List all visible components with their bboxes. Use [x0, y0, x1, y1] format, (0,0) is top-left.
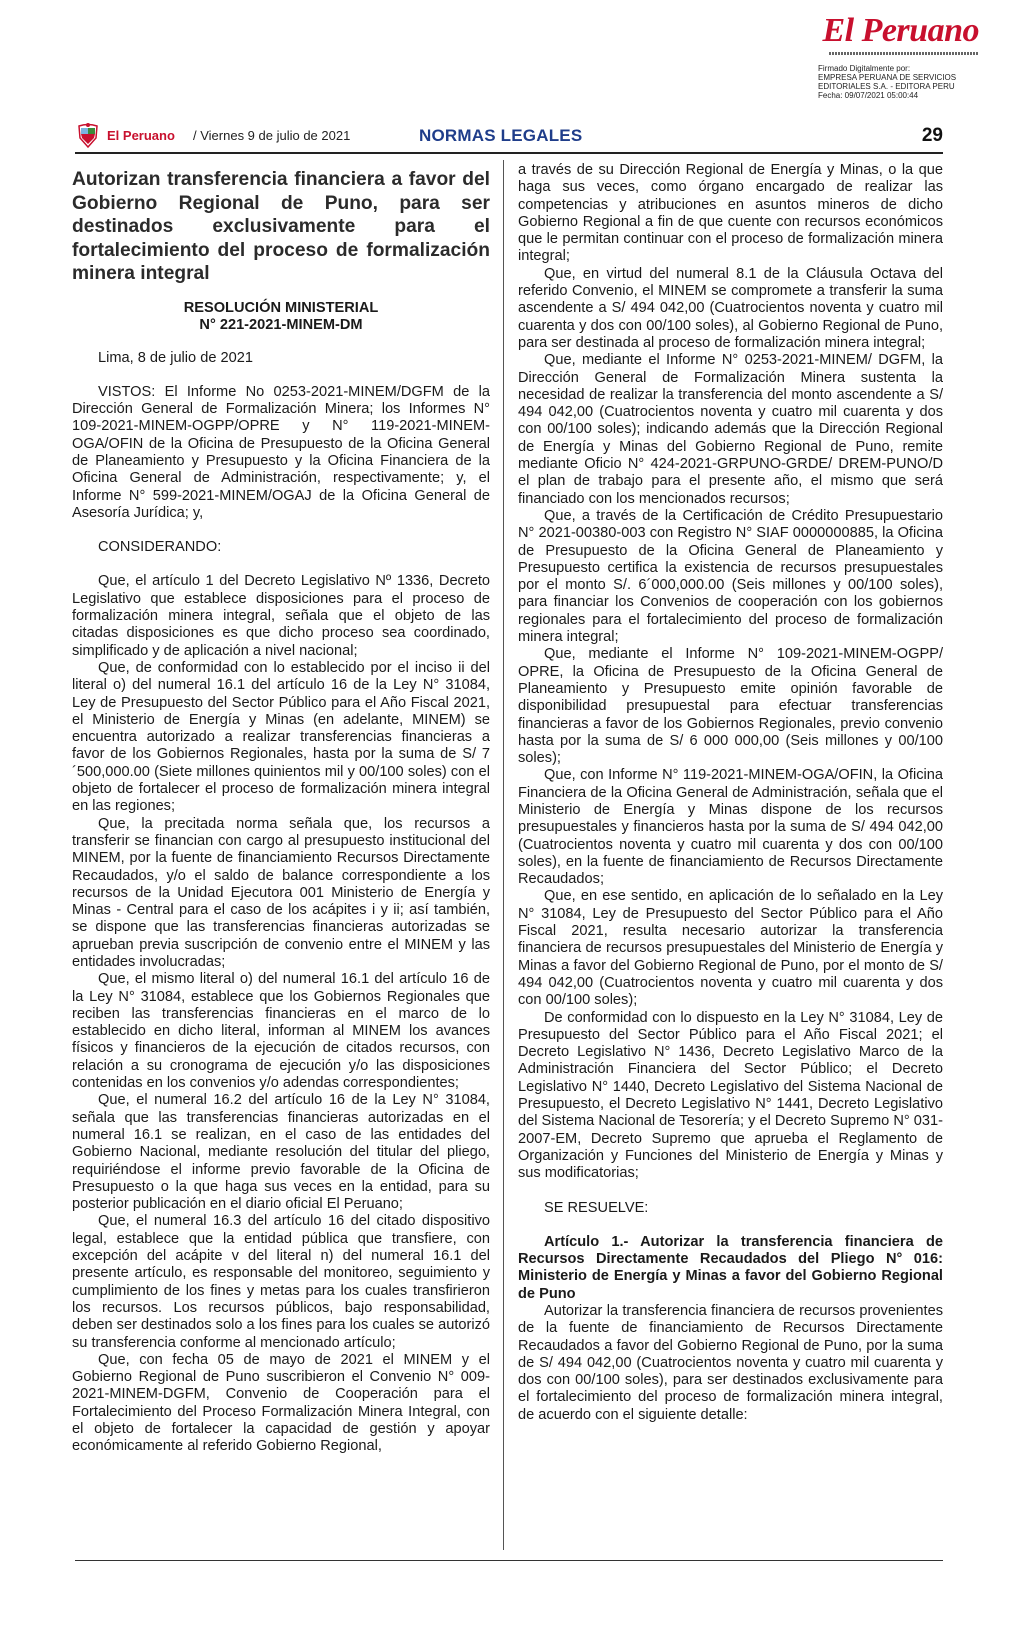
left-column: [72, 168, 490, 1456]
paragraph: Que, a través de la Certificación de Crédito Presupuestario N° 2021-00380-003 con Registro N° SIAF 0000000885, la Oficina de Presupuesto de la Oficina General de Planeamiento y Presupuesto certifica la existencia de recursos presupuestales por el monto S/. 6´000,000.00 (Seis millones y 00/100 soles), para financiar los Convenios de cooperación con los gobiernos regionales para el fortalecimiento del proceso de formalización minera integral;: [518, 507, 943, 646]
digital-signature: [818, 64, 988, 100]
paragraph: Que, el numeral 16.2 del artículo 16 de la Ley N° 31084, señala que las transferencias financieras autorizadas en el numeral 16.1 se realizan, en el caso de las entidades del Gobierno Nacional, mediante resolución del titular del pliego, requiriéndose el informe previo favorable de la Oficina de Presupuesto o la que haga sus veces en la entidad, para su posterior publicación en el diario oficial El Peruano;: [72, 1092, 490, 1213]
signature-line: Firmado Digitalmente por:: [818, 64, 911, 73]
signature-line: Fecha: 09/07/2021 05:00:44: [818, 91, 919, 100]
article-1-heading: Artículo 1.- Autorizar la transferencia financiera de Recursos Directamente Recaudados del Pliego N° 016: Ministerio de Energía y Minas a favor del Gobierno Regional de Puno: [518, 1233, 943, 1302]
paragraph: Que, con fecha 05 de mayo de 2021 el MINEM y el Gobierno Regional de Puno suscribieron el Convenio N° 009-2021-MINEM-DGFM, Convenio de Cooperación para el Fortalecimiento del Proceso Formalización Minera Integral, con el objeto de fortalecer la capacidad de gestión y apoyar económicamente al referido Gobierno Regional,: [72, 1351, 490, 1455]
resolution-title: [72, 300, 490, 334]
paragraph: Que, en ese sentido, en aplicación de lo señalado en la Ley N° 31084, Ley de Presupuesto del Sector Público para el Año Fiscal 2021, resulta necesario autorizar la transferencia financiera de recursos presupuestales del Ministerio de Energía y Minas a favor del Gobierno Regional de Puno, por el monto de S/ 494 042,00 (Cuatrocientos noventa y cuatro mil cuarenta y dos con 00/100 soles);: [518, 888, 943, 1009]
el-peruano-logo: El Peruano: [822, 12, 979, 49]
vistos-paragraph: VISTOS: El Informe No 0253-2021-MINEM/DGFM de la Dirección General de Formalización Minera; los Informes N° 109-2021-MINEM-OGPP/OPRE y N° 119-2021-MINEM-OGA/OFIN de la Oficina de Presupuesto de la Oficina General de Planeamiento y Presupuesto y la Oficina Financiera de la Oficina General de Administración, respectivamente; y, el Informe N° 599-2021-MINEM/OGAJ de la Oficina General de Asesoría Jurídica; y,: [72, 383, 490, 521]
article-title: Autorizan transferencia financiera a favor del Gobierno Regional de Puno, para ser destinados exclusivamente para el fortalecimiento del proceso de formalización minera integral: [72, 169, 490, 284]
header-date: / Viernes 9 de julio de 2021: [193, 128, 351, 143]
column-divider: [503, 160, 504, 1550]
paragraph: Que, mediante el Informe N° 109-2021-MINEM-OGPP/ OPRE, la Oficina de Presupuesto de la Oficina General de Planeamiento y Presupuesto emite opinión favorable de disponibilidad presupuestal para efectuar transferencias financieras a favor de los Gobiernos Regionales, previo convenio hasta por la suma de S/ 6 000 000,00 (Seis millones y 00/100 soles);: [518, 646, 943, 767]
paragraph: Que, la precitada norma señala que, los recursos a transferir se financian con cargo al presupuesto institucional del MINEM, por la fuente de financiamiento Recursos Directamente Recaudados, y/o el saldo de balance correspondiente a los recursos de la Unidad Ejecutora 001 Ministerio de Energía y Minas - Central para el caso de los acápites i y ii; así también, se dispone que las transferencias financieras autorizadas se aprueban previa suscripción de convenio entre el MINEM y las entidades involucradas;: [72, 815, 490, 970]
logo-tagline-strip: [829, 52, 979, 55]
footer-rule: [75, 1560, 943, 1561]
header-brand: El Peruano: [107, 128, 175, 143]
masthead: [0, 0, 1019, 110]
paragraph: Que, en virtud del numeral 8.1 de la Cláusula Octava del referido Convenio, el MINEM se compromete a transferir la suma ascendente a S/ 494 042,00 (Cuatrocientos noventa y cuatro mil cuarenta y dos con 00/100 soles), al Gobierno Regional de Puno, para ser destinada al proceso de formalización minera integral;: [518, 265, 943, 351]
resolution-line: RESOLUCIÓN MINISTERIAL: [183, 299, 379, 316]
paragraph: De conformidad con lo dispuesto en la Ley N° 31084, Ley de Presupuesto del Sector Público para el Año Fiscal 2021; el Decreto Legislativo N° 1436, Decreto Legislativo Marco de la Administración Financiera del Sector Público; el Decreto Legislativo N° 1440, Decreto Legislativo del Sistema Nacional de Presupuesto, el Decreto Legislativo N° 1441, Decreto Legislativo del Sistema Nacional de Tesorería; y el Decreto Supremo N° 031-2007-EM, Decreto Supremo que aprueba el Reglamento de Organización y Funciones del Ministerio de Energía y Minas y sus modificatorias;: [518, 1009, 943, 1182]
coat-of-arms-icon: [75, 122, 101, 148]
se-resuelve-heading: SE RESUELVE:: [544, 1199, 649, 1216]
signature-line: EMPRESA PERUANA DE SERVICIOS: [818, 73, 957, 82]
paragraph-continuation: a través de su Dirección Regional de Energía y Minas, o la que haga sus veces, como órgano encargado de realizar las competencias y atribuciones en asuntos mineros de dicho Gobierno Regional a fin de que cuente con recursos económicos que le permitan continuar con el proceso de formalización minera integral;: [518, 162, 943, 265]
paragraph: Que, el mismo literal o) del numeral 16.1 del artículo 16 de la Ley N° 31084, establece que los Gobiernos Regionales que reciben las transferencias financieras en el marco de lo establecido en dicho literal, informan al MINEM los avances físicos y financieros de la ejecución de citados recursos, con relación a su cronograma de ejecución y/o las disposiciones contenidas en los convenios y/o adendas correspondientes;: [72, 971, 490, 1092]
resolution-number: N° 221-2021-MINEM-DM: [199, 316, 363, 333]
paragraph: Que, con Informe N° 119-2021-MINEM-OGA/OFIN, la Oficina Financiera de la Oficina General de Administración, señala que el Ministerio de Energía y Minas dispone de los recursos presupuestales y financieros hasta por la suma de S/ 494 042,00 (Cuatrocientos noventa y cuatro mil cuarenta y dos con 00/100 soles), en la fuente de financiamiento de Recursos Directamente Recaudados;: [518, 767, 943, 888]
paragraph: Que, mediante el Informe N° 0253-2021-MINEM/ DGFM, la Dirección General de Formalización Minera sustenta la necesidad de realizar la transferencia del monto ascendente a S/ 494 042,00 (Cuatrocientos noventa y cuatro mil cuarenta y dos con 00/100 soles); indicando además que la Dirección Regional de Energía y Minas del Gobierno Regional de Puno, remite mediante Oficio N° 424-2021-GRPUNO-GRDE/ DREM-PUNO/D el plan de trabajo para el presente año, el mismo que será financiado con los mencionados recursos;: [518, 352, 943, 507]
place-date: Lima, 8 de julio de 2021: [98, 349, 253, 366]
page-number: 29: [921, 125, 943, 146]
page-header: [75, 122, 943, 150]
signature-line: EDITORIALES S.A. - EDITORA PERU: [818, 82, 955, 91]
header-section-title: NORMAS LEGALES: [419, 126, 583, 145]
paragraph: Que, el artículo 1 del Decreto Legislativo Nº 1336, Decreto Legislativo que establece disposiciones para el proceso de formalización minera integral, señala que el objeto de las citadas disposiciones es que dicho proceso sea coordinado, simplificado y de aplicación a nivel nacional;: [72, 573, 490, 659]
considerando-heading: CONSIDERANDO:: [98, 539, 222, 556]
paragraph: Que, de conformidad con lo establecido por el inciso ii del literal o) del numeral 16.1 del artículo 16 de la Ley N° 31084, Ley de Presupuesto del Sector Público para el Año Fiscal 2021, el Ministerio de Energía y Minas (en adelante, MINEM) se encuentra autorizado a realizar transferencias financieras a favor de los Gobiernos Regionales, hasta por la suma de S/ 7´500,000.00 (Siete millones quinientos mil y 00/100 soles) con el objeto de fortalecer el proceso de formalización minera integral en las regiones;: [72, 659, 490, 815]
right-column: [518, 162, 943, 1424]
paragraph: Que, el numeral 16.3 del artículo 16 del citado dispositivo legal, establece que la entidad pública que transfiere, con excepción del acápite v del literal n) del numeral 16.1 del presente artículo, es responsable del monitoreo, seguimiento y cumplimiento de los fines y metas para los cuales transfirieron los recursos. Los recursos públicos, bajo responsabilidad, deben ser destinados solo a los fines para los cuales se autorizó su transferencia conforme al mencionado artículo;: [72, 1213, 490, 1351]
article-1-body: Autorizar la transferencia financiera de recursos provenientes de la fuente de financiamiento de Recursos Directamente Recaudados a favor del Gobierno Regional de Puno, por la suma de S/ 494 042,00 (Cuatrocientos noventa y cuatro mil cuarenta y dos con 00/100 soles), para ser destinados exclusivamente para el fortalecimiento del proceso de formalización minera integral, de acuerdo con el siguiente detalle:: [518, 1303, 943, 1423]
header-rule: [75, 152, 943, 154]
